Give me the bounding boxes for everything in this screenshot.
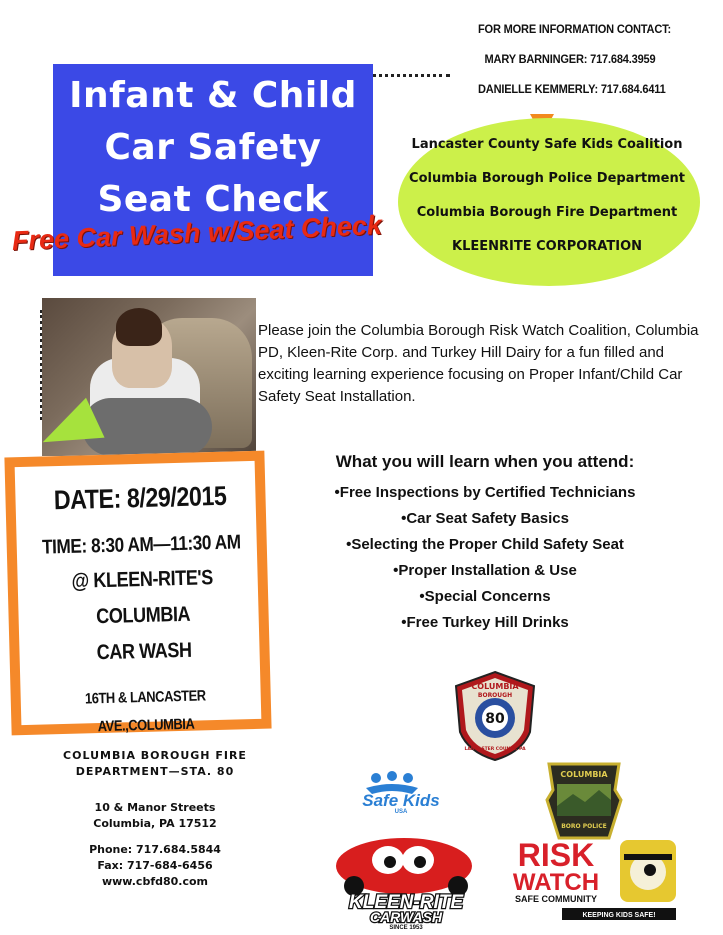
event-details xyxy=(32,475,254,743)
learn-item: •Free Inspections by Certified Technicians xyxy=(334,484,636,501)
event-time: TIME: 8:30 AM—11:30 AM xyxy=(41,531,241,559)
station-line-1: COLUMBIA BOROUGH FIRE xyxy=(63,749,247,762)
event-venue-2: CAR WASH xyxy=(96,638,192,665)
organizations-list xyxy=(382,128,712,264)
free-car-wash-banner: Free Car Wash w/Seat Check xyxy=(11,209,383,256)
org-item: Lancaster County Safe Kids Coalition xyxy=(411,137,683,152)
learn-heading: What you will learn when you attend: xyxy=(335,452,635,471)
watch-text: WATCH xyxy=(512,869,600,896)
station-address xyxy=(40,800,270,832)
station-line-2: DEPARTMENT—STA. 80 xyxy=(75,765,235,778)
learn-item: •Car Seat Safety Basics xyxy=(401,510,569,527)
station-contact xyxy=(40,842,270,890)
address-line-1: 10 & Manor Streets xyxy=(94,801,216,814)
badge-top-text: COLUMBIA xyxy=(471,682,519,691)
contact-heading: FOR MORE INFORMATION CONTACT: xyxy=(478,22,671,36)
learn-item: •Proper Installation & Use xyxy=(393,562,577,579)
learn-item: •Special Concerns xyxy=(419,588,551,605)
contact-person-1: MARY BARNINGER: 717.684.3959 xyxy=(484,52,656,66)
kleen-rite-text: KLEEN-RITE xyxy=(349,892,463,913)
event-venue: @ KLEEN-RITE'S COLUMBIA xyxy=(71,566,214,629)
dotted-connector xyxy=(360,74,450,77)
badge-number: 80 xyxy=(485,711,505,727)
safe-kids-logo xyxy=(318,770,484,814)
address-line-2: Columbia, PA 17512 xyxy=(93,817,217,830)
badge-bottom-text: LANCASTER COUNTY, PA xyxy=(464,747,526,752)
safe-community-text: SAFE COMMUNITY xyxy=(515,894,597,904)
boro-police-logo xyxy=(543,760,625,842)
learn-list xyxy=(300,480,670,636)
org-item: Columbia Borough Fire Department xyxy=(416,205,678,220)
risk-text: RISK xyxy=(517,837,595,873)
station-fax: Fax: 717-684-6456 xyxy=(97,859,213,872)
kleen-rite-logo xyxy=(318,830,494,930)
station-phone: Phone: 717.684.5844 xyxy=(89,843,221,856)
station-name xyxy=(40,748,270,780)
safe-kids-text: Safe Kids xyxy=(362,791,440,810)
org-item: Columbia Borough Police Department xyxy=(409,171,685,186)
event-address: 16TH & LANCASTER AVE.,COLUMBIA xyxy=(84,687,206,736)
contact-person-2: DANIELLE KEMMERLY: 717.684.6411 xyxy=(478,82,666,96)
title-line-2: Car Safety xyxy=(104,127,322,168)
fire-department-badge-logo xyxy=(452,670,538,762)
event-date: DATE: 8/29/2015 xyxy=(53,480,227,516)
title-line-1: Infant & Child xyxy=(69,75,357,116)
page-title xyxy=(53,70,373,226)
learn-item: •Free Turkey Hill Drinks xyxy=(401,614,569,631)
contact-block xyxy=(478,14,671,104)
event-description: Please join the Columbia Borough Risk Watch Coalition, Columbia PD, Kleen-Rite Corp. and Turkey Hill Dairy for a fun filled and exciting learning experience focusing on Proper Infant/Child Car Safety Seat Installation. xyxy=(258,322,699,405)
badge-mid-text: BOROUGH xyxy=(477,692,513,699)
risk-watch-logo xyxy=(500,832,680,922)
org-item: KLEENRITE CORPORATION xyxy=(452,239,642,254)
station-website[interactable]: www.cbfd80.com xyxy=(101,875,209,888)
police-bottom-text: BORO POLICE xyxy=(561,823,607,830)
keeping-kids-safe-text: KEEPING KIDS SAFE! xyxy=(582,912,656,919)
learn-item: •Selecting the Proper Child Safety Seat xyxy=(346,536,624,553)
title-line-3: Seat Check xyxy=(97,179,329,220)
safe-kids-sub: USA xyxy=(394,809,408,814)
kleen-carwash-text: CARWASH xyxy=(369,909,443,925)
kleen-since-text: SINCE 1953 xyxy=(389,925,423,930)
police-top-text: COLUMBIA xyxy=(560,770,608,779)
